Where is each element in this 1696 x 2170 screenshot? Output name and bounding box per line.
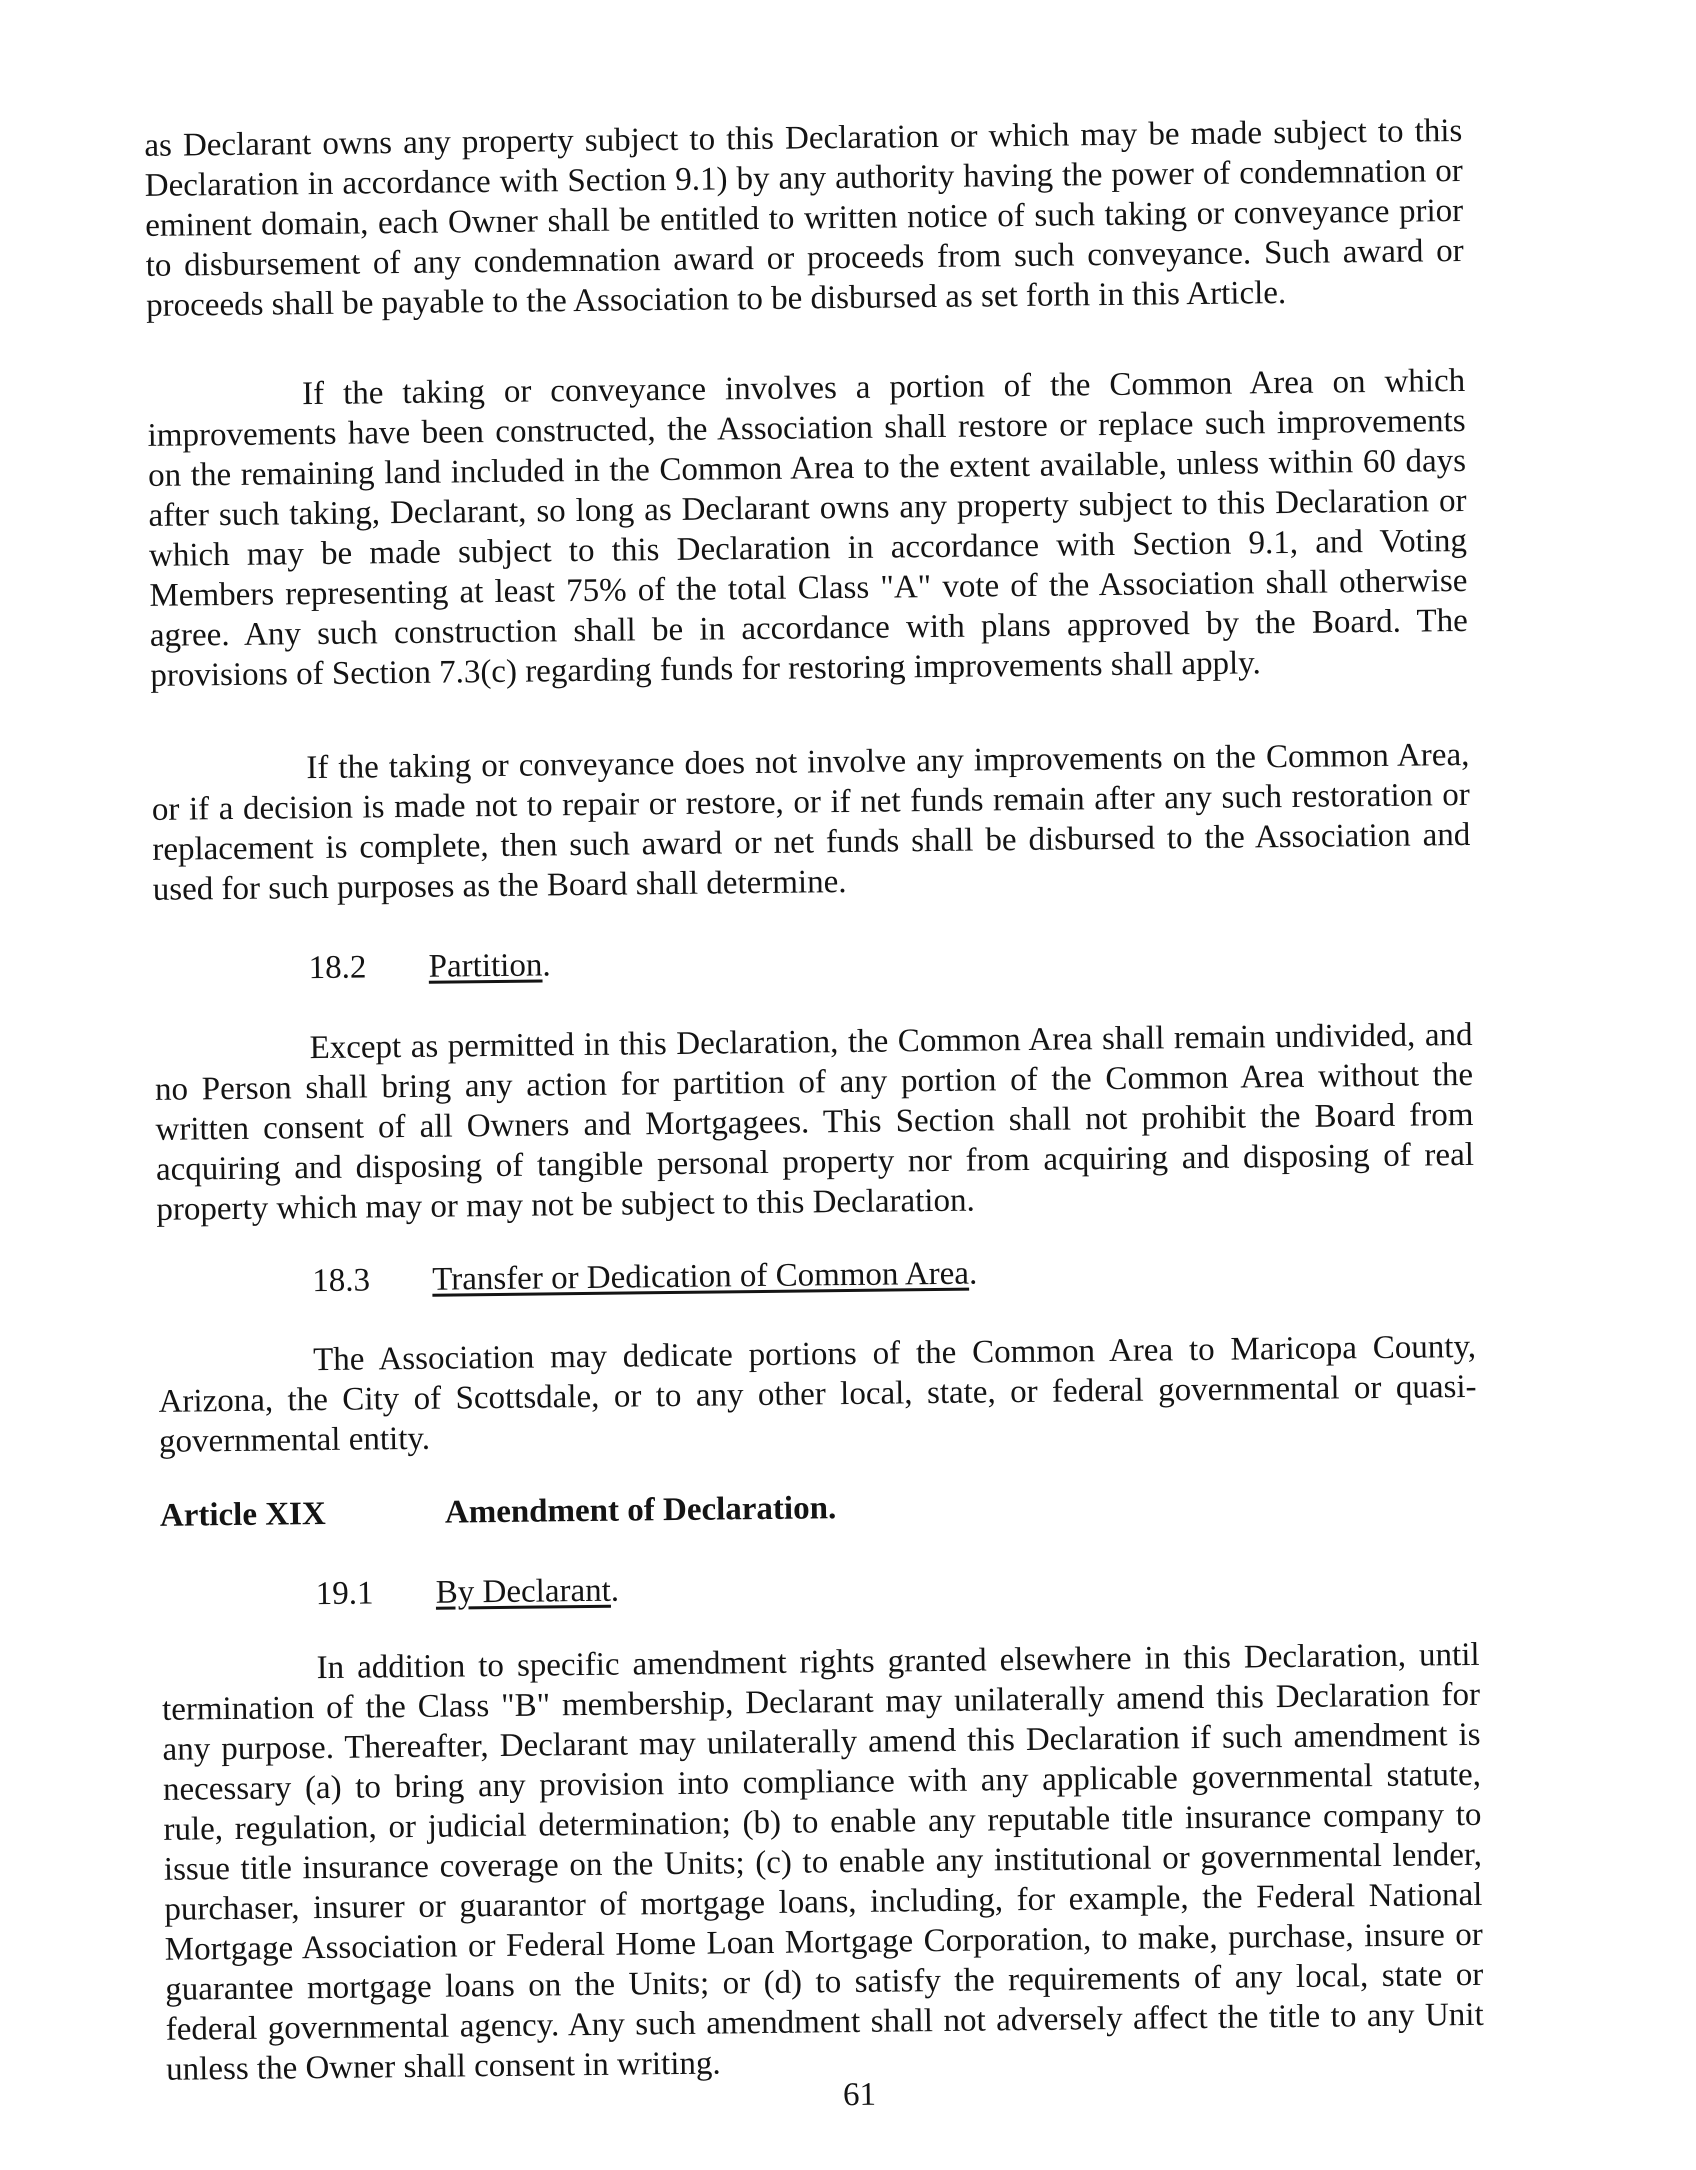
section-title: By Declarant <box>435 1572 611 1611</box>
paragraph-restore-improvements <box>147 361 1469 696</box>
paragraph-dedication <box>158 1327 1477 1462</box>
paragraph-partition <box>154 1015 1474 1230</box>
section-number: 19.1 <box>315 1575 374 1613</box>
paragraph-amendment-by-declarant <box>161 1635 1484 2090</box>
paragraph-text: as Declarant owns any property subject to this Declaration or which may be made subject to this Declaration in accordance with Section 9.1) by any authority having the power of condemnation or eminent domain, each Owner shall be entitled to written notice of such taking or conveyance prior to disbursement of any condemnation award or proceeds from such conveyance. Such award or proceeds shall be payable to the Association to be disbursed as set forth in this Article. <box>144 112 1464 324</box>
section-title-wrap <box>436 1571 620 1613</box>
section-title-wrap <box>432 1254 977 1300</box>
article-label: Article XIX <box>159 1495 326 1534</box>
paragraph-text: If the taking or conveyance does not involve any improvements on the Common Area, or if a decision is made not to repair or restore, or if net funds remain after any such restoration or replacement is complete, then such award or net funds shall be disbursed to the Association and used for such purposes as the Board shall determine. <box>151 736 1471 908</box>
paragraph-text: In addition to specific amendment rights granted elsewhere in this Declaration, until termination of the Class "B" membership, Declarant may unilaterally amend this Declaration for any purpose. Thereafter, Declarant may unilaterally amend this Declaration if such amendment is necessary (a) to bring any provision into compliance with any applicable governmental statute, rule, regulation, or judicial determination; (b) to enable any reputable title insurance company to issue title insurance coverage on the Units; (c) to enable any institutional or governmental lender, purchaser, insurer or guarantor of mortgage loans, including, for example, the Federal National Mortgage Association or Federal Home Loan Mortgage Corporation, to make, purchase, insure or guarantee mortgage loans on the Units; or (d) to satisfy the requirements of any local, state or federal governmental agency. Any such amendment shall not adversely affect the title to any Unit unless the Owner shall consent in writing. <box>161 1636 1484 2088</box>
page-number: 61 <box>842 2076 877 2114</box>
paragraph-text: Except as permitted in this Declaration, the Common Area shall remain undivided, and no Person shall bring any action for partition of any portion of the Common Area without the written consent of all Owners and Mortgagees. This Section shall not prohibit the Board from acquiring and disposing of tangible personal property nor from acquiring and disposing of real property which may or may not be subject to this Declaration. <box>154 1016 1475 1228</box>
paragraph-text: If the taking or conveyance involves a portion of the Common Area on which improvements have been constructed, the Association shall restore or replace such improvements on the remaining land included in the Common Area to the extent available, unless within 60 days after such taking, Declarant, so long as Declarant owns any property subject to this Declaration or which may be made subject to this Declaration in accordance with Section 9.1, and Voting Members representing at least 75% of the total Class "A" vote of the Association shall otherwise agree. Any such construction shall be in accordance with plans approved by the Board. The provisions of Section 7.3(c) regarding funds for restoring improvements shall apply. <box>147 362 1469 694</box>
section-number: 18.3 <box>312 1262 371 1300</box>
paragraph-no-improvements <box>151 735 1471 910</box>
section-number: 18.2 <box>308 949 367 987</box>
section-title: Transfer or Dedication of Common Area <box>432 1255 970 1298</box>
section-title-period: . <box>610 1572 620 1609</box>
section-title-wrap <box>428 945 550 986</box>
article-title: Amendment of Declaration. <box>444 1490 837 1531</box>
section-title-period: . <box>968 1255 978 1292</box>
paragraph-continuation <box>144 111 1464 326</box>
section-title-period: . <box>542 947 551 984</box>
paragraph-text: The Association may dedicate portions of the Common Area to Maricopa County, Arizona, the City of Scottsdale, or to any other local, state, or federal governmental or quasi-governmental entity. <box>158 1328 1477 1460</box>
section-title: Partition <box>428 947 543 985</box>
